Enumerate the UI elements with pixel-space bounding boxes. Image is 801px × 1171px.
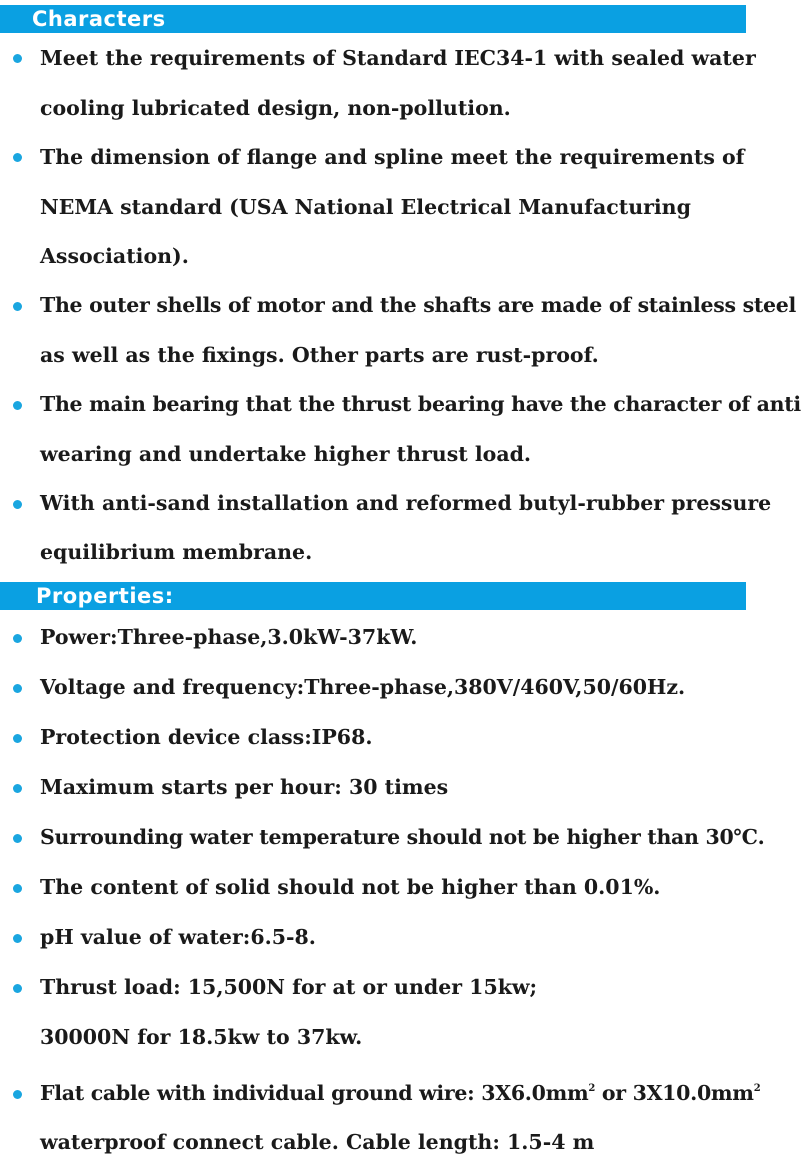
cable-text-b: or 3X10.0mm: [595, 1081, 754, 1105]
characters-header: [0, 5, 746, 33]
cable-text-a: Flat cable with individual ground wire: 3X6.0mm: [40, 1081, 589, 1105]
characters-item-2-line-2: NEMA standard (USA National Electrical Manufacturing: [40, 195, 691, 219]
properties-heading: Properties:: [36, 584, 174, 608]
bullet-icon: [13, 684, 22, 693]
properties-item-thrust-line-2: 30000N for 18.5kw to 37kw.: [40, 1025, 363, 1049]
properties-item-temperature: Surrounding water temperature should not be higher than 30℃.: [40, 825, 765, 849]
properties-item-cable-line-2: waterproof connect cable. Cable length: 1.5-4 m: [40, 1130, 595, 1154]
characters-item-1-line-2: cooling lubricated design, non-pollution.: [40, 96, 511, 120]
bullet-icon: [13, 784, 22, 793]
bullet-icon: [13, 834, 22, 843]
characters-heading: Characters: [32, 7, 166, 31]
bullet-icon: [13, 734, 22, 743]
bullet-icon: [13, 500, 22, 509]
bullet-icon: [13, 302, 22, 311]
cable-superscript-a: 2: [588, 1083, 596, 1094]
characters-item-5-line-2: equilibrium membrane.: [40, 540, 313, 564]
characters-item-3-line-2: as well as the fixings. Other parts are rust-proof.: [40, 343, 599, 367]
characters-item-2-line-1: The dimension of flange and spline meet the requirements of: [40, 145, 745, 169]
characters-item-5-line-1: With anti-sand installation and reformed butyl-rubber pressure: [40, 491, 772, 515]
cable-superscript-b: 2: [753, 1083, 761, 1094]
properties-header: [0, 582, 746, 610]
properties-item-starts: Maximum starts per hour: 30 times: [40, 775, 449, 799]
properties-item-thrust-line-1: Thrust load: 15,500N for at or under 15kw;: [40, 975, 538, 999]
bullet-icon: [13, 54, 22, 63]
bullet-icon: [13, 634, 22, 643]
characters-item-4-line-2: wearing and undertake higher thrust load.: [40, 442, 532, 466]
characters-item-3-line-1: The outer shells of motor and the shafts are made of stainless steel: [40, 293, 796, 317]
bullet-icon: [13, 884, 22, 893]
properties-item-ph: pH value of water:6.5-8.: [40, 925, 316, 949]
bullet-icon: [13, 934, 22, 943]
properties-item-protection: Protection device class:IP68.: [40, 725, 373, 749]
bullet-icon: [13, 1090, 22, 1099]
properties-item-power: Power:Three-phase,3.0kW-37kW.: [40, 625, 418, 649]
characters-item-1-line-1: Meet the requirements of Standard IEC34-1 with sealed water: [40, 46, 756, 70]
properties-item-cable-line-1: [40, 1079, 760, 1107]
characters-item-4-line-1: The main bearing that the thrust bearing have the character of anti: [40, 392, 801, 416]
characters-item-2-line-3: Association).: [40, 244, 189, 268]
properties-item-solid: The content of solid should not be higher than 0.01%.: [40, 875, 661, 899]
bullet-icon: [13, 984, 22, 993]
bullet-icon: [13, 153, 22, 162]
bullet-icon: [13, 401, 22, 410]
properties-item-voltage: Voltage and frequency:Three-phase,380V/460V,50/60Hz.: [40, 675, 686, 699]
